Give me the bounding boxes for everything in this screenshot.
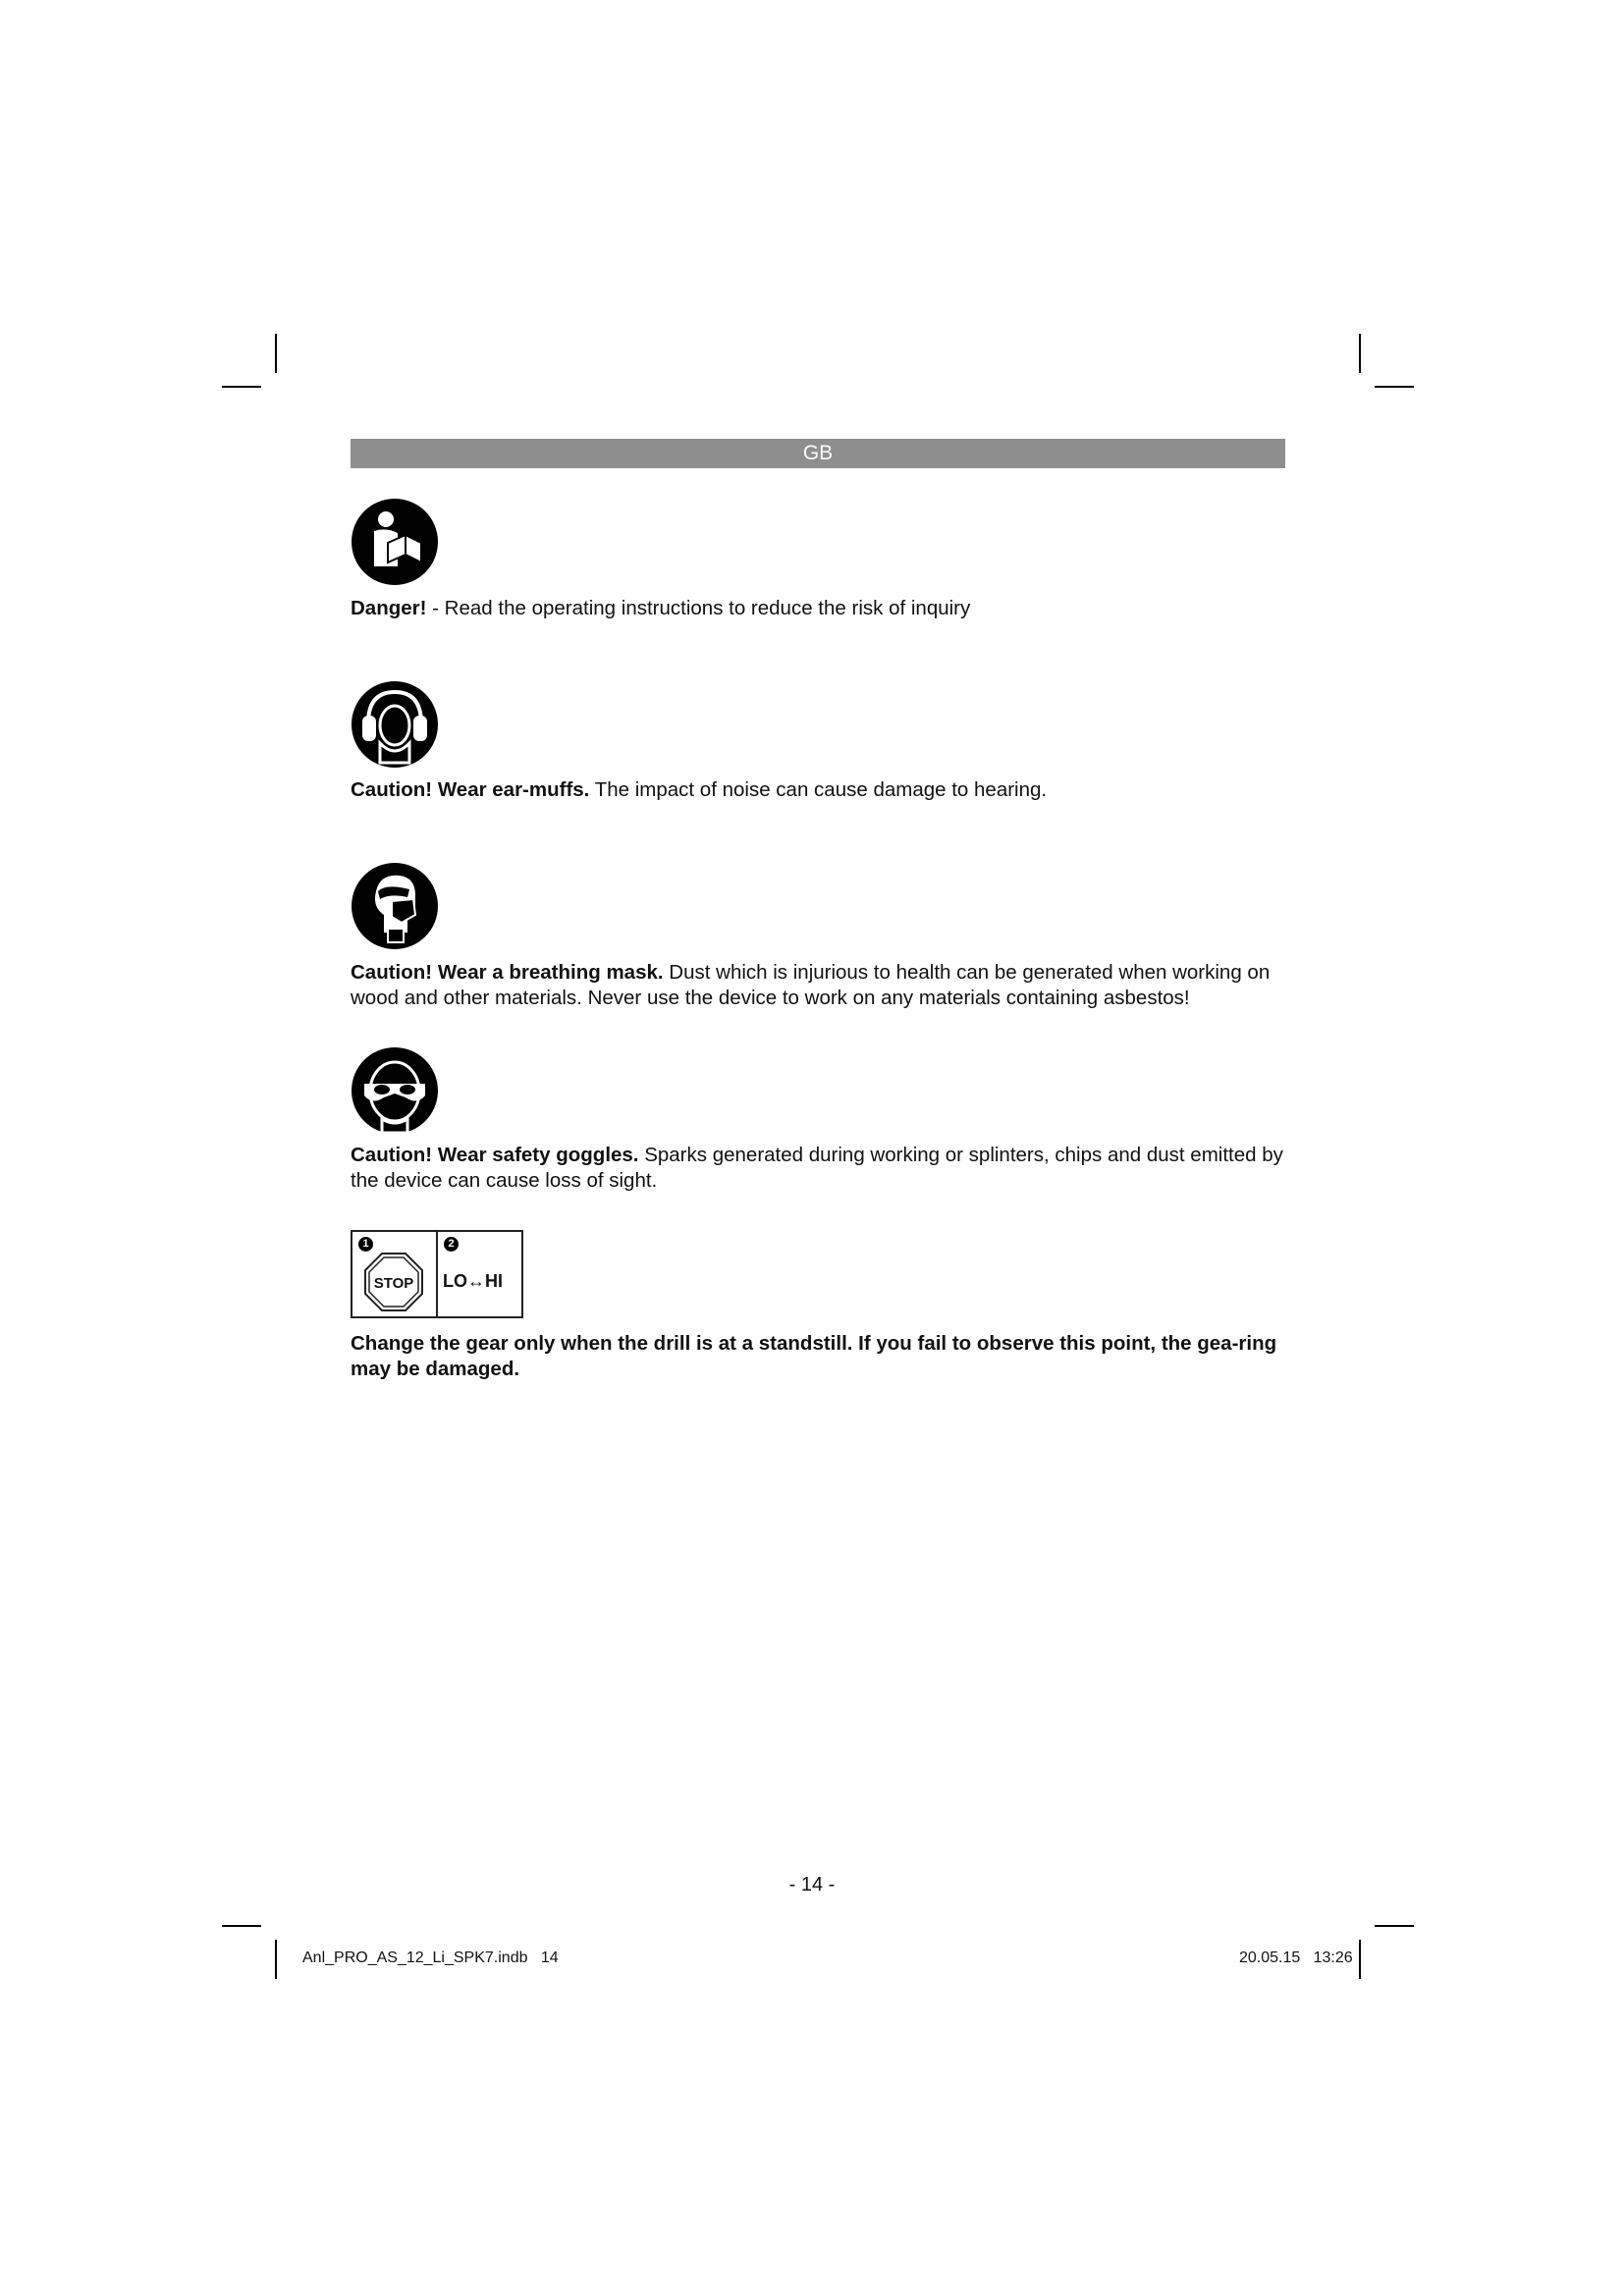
gear-step-1 [352, 1232, 438, 1316]
read-manual-notice [351, 596, 1288, 621]
safety-goggles-icon [351, 1046, 439, 1135]
breathing-mask-lead: Caution! Wear a breathing mask. [351, 961, 664, 984]
step-1-number-badge: 1 [358, 1237, 373, 1252]
safety-goggles-notice [351, 1143, 1288, 1194]
safety-goggles-text: Sparks generated during working or splinters, chips and dust emitted by the device can cause loss of sight. [351, 1144, 1283, 1192]
page-number: - 14 - [788, 1874, 836, 1896]
gear-change-pictogram [351, 1230, 523, 1318]
gear-step-2 [438, 1232, 521, 1316]
language-code: GB [802, 442, 834, 464]
crop-mark [222, 1925, 261, 1927]
crop-mark [275, 1940, 277, 1979]
crop-mark [1375, 1925, 1414, 1927]
language-header-bar [351, 439, 1285, 468]
breathing-mask-text: Dust which is injurious to health can be generated when working on wood and other materials. Never use the device to work on any materials containing asbestos! [351, 961, 1271, 1009]
gear-change-notice: Change the gear only when the drill is at a standstill. If you fail to observe this point, the gea-ring may be damaged. [351, 1332, 1277, 1380]
crop-mark [1359, 334, 1361, 373]
stop-label: STOP [373, 1275, 414, 1292]
lo-label: LO [443, 1271, 467, 1291]
footer-timestamp: 20.05.15 13:26 [1239, 1949, 1353, 1966]
safety-goggles-lead: Caution! Wear safety goggles. [351, 1144, 639, 1166]
ear-muffs-text: The impact of noise can cause damage to hearing. [589, 778, 1048, 801]
footer-file-name: Anl_PRO_AS_12_Li_SPK7.indb 14 [302, 1949, 559, 1966]
read-manual-text: - Read the operating instructions to reduce the risk of inquiry [426, 597, 971, 619]
crop-mark [1375, 386, 1414, 388]
read-manual-lead: Danger! [351, 597, 427, 619]
breathing-mask-icon [351, 862, 439, 950]
ear-muffs-notice [351, 777, 1288, 803]
ear-muffs-lead: Caution! Wear ear-muffs. [351, 778, 590, 801]
hi-label: HI [485, 1271, 503, 1291]
stop-sign-icon [363, 1252, 424, 1312]
ear-muffs-icon [351, 680, 439, 769]
step-2-number-badge: 2 [444, 1237, 459, 1252]
crop-mark [1359, 1940, 1361, 1979]
crop-mark [275, 334, 277, 373]
double-arrow-icon: ↔ [467, 1271, 485, 1291]
breathing-mask-notice [351, 960, 1288, 1011]
lo-hi-switch-label [443, 1271, 503, 1292]
crop-mark [222, 386, 261, 388]
read-manual-icon [351, 498, 439, 586]
